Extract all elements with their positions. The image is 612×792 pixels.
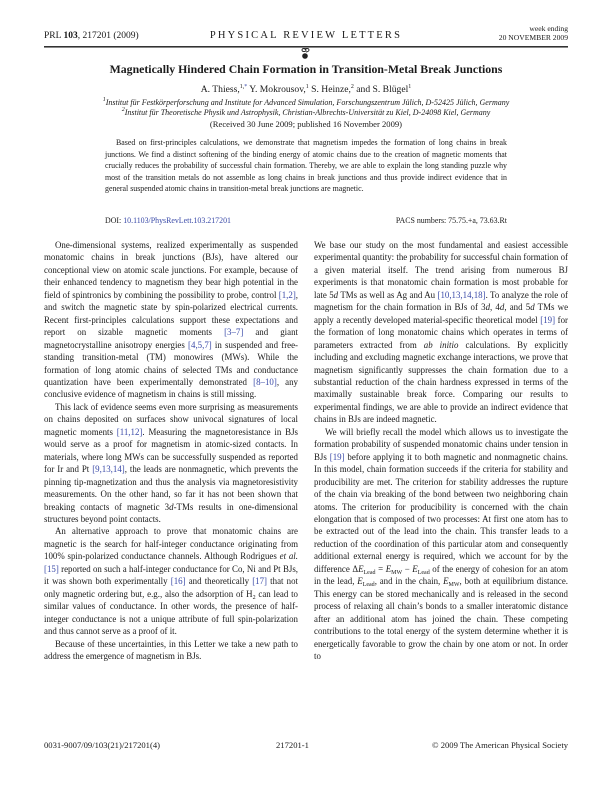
paragraph: Because of these uncertainties, in this Letter we take a new path to address the emergence of magnetism in BJs.: [44, 638, 298, 661]
paragraph: This lack of evidence seems even more surprising as measurements on chains deposited on surfaces show univocal signatures of local magnetic moments [11,12]. Measuring the magnetoresistance in BJs would serve as a proof for magnetism in atomic-sized contacts. In materials, where long MWs can be successfully suspended as reported for Ir and Pt [9,13,14], the leads are nonmagnetic, which prevents the pinning tip-magnetization and thus the analysis via magnetoresistivity measurements. On the other hand, so far it has not been shown that breaking contacts of magnetic 3d-TMs results in one-dimensional structures beyond point contacts.: [44, 401, 298, 524]
citation-link[interactable]: [1,2]: [278, 289, 296, 300]
paragraph: One-dimensional systems, realized experimentally as suspended monatomic chains in break junctions (BJs), have altered our conceptional view on atomic scale junctions. For example, because of their enhanced tendency to magnetism they bear high potential in the field of spintronics by combining the possibility to probe, control [1,2], and switch the magnetic state by spin-polarized electrical currents. Recent first-principles calculations support these expectations and report on sizable magnetic moments [3–7] and giant magnetocrystalline anisotropy energies [4,5,7] in suspended and free-standing transition-metal (TM) monowires (MWs). While the formation of long atomic chains of selected TMs and conductance quantization have been experimentally demonstrated [8–10], any conclusive evidence of magnetism in chains is still missing.: [44, 240, 299, 400]
aps-logo-icon: [297, 47, 313, 61]
author-list: A. Thiess,$^{1,*}$ Y. Mokrousov,$^1$ S. Heinze,$^2$ and S. Blügel$^1$: [200, 84, 412, 95]
affiliation-2: $^2$Institut für Theoretische Physik und Astrophysik, Christian-Albrechts-Universität zu Kiel, D-24098 Kiel, Germany: [121, 107, 491, 117]
citation-link[interactable]: [8–10]: [253, 376, 277, 387]
right-column: [314, 239, 568, 662]
citation-link[interactable]: [9,13,14]: [92, 464, 125, 475]
pacs-numbers: PACS numbers: 75.75.+a, 73.63.Rt: [395, 216, 507, 225]
journal-reference: PRL 103, 217201 (2009): [44, 31, 139, 41]
citation-link[interactable]: [3–7]: [224, 327, 244, 338]
citation-link[interactable]: [15]: [44, 563, 59, 574]
paragraph: An alternative approach to prove that monatomic chains are magnetic is the search for half-integer conductance originating from 100% spin-polarized conductance channels. Although Rodrigues et al. [15] reported on such a half-integer conductance for Co, Ni and Pt BJs, it was shown both experimentally [16] and theoretically [17] that not only magnetic ordering but, e.g., also the adsorption of $H_2$ can lead to similar values of conductance. In other words, the presence of half-integer conductance is not a unique attribute of full spin-polarization and thus cannot serve as a proof of it.: [44, 526, 298, 637]
citation-link[interactable]: [11,12]: [116, 426, 143, 437]
citation-link[interactable]: [17]: [252, 576, 268, 587]
paragraph: We will briefly recall the model which allows us to investigate the formation probability of suspended monatomic chains under tension in BJs [19] before applying it to both magnetic and nonmagnetic chains. In this model, chain formation succeeds if the criteria for stability and producibility are met. The criterion for stability addresses the rupture of the chain via breaking of the bond between two neighboring chain atoms. The criterion for producibility is concerned with the chain elongation that is composed of two processes: At first one atom has to be extracted out of the lead into the chain. This transfer leads to a reduction of the coordination of this particular atom and consequently additional external energy is required, which we account for by the difference $\Delta E_{Lead} = E_{MW} - E_{Lead}$ of the energy of cohesion for an atom in the lead, $E_{Lead}$, and in the chain, $E_{MW}$, both at equilibrium distance. This energy can be stored mechanically and is released in the second process of relaxing all chain’s bonds to a smaller interatomic distance after an additional atom has joined the chain. These competing contributions to the total energy of the system determine whether it is energetically favorable to grow the chain by one atom or not. In order to: [314, 426, 568, 661]
footer-issn-code: 0031-9007/09/103(21)/217201(4): [44, 740, 161, 750]
issue-date: week ending 20 NOVEMBER 2009: [498, 24, 568, 42]
abstract: Based on first-principles calculations, we demonstrate that magnetism impedes the formation of long chains in break junctions. We find a distinct softening of the binding energy of atomic chains due to the creation of magnetic moments that crucially reduces the probability of successful chain formation. Thereby, we are able to explain the long standing puzzle why most of the transition metals do not assemble as long chains in break junctions and thus provide indirect evidence that in general suspended atomic chains in transition-metal break junctions are magnetic.: [105, 138, 507, 194]
footer-copyright: © 2009 The American Physical Society: [432, 740, 568, 750]
journal-name: PHYSICAL REVIEW LETTERS: [209, 30, 403, 41]
footer-page-number: 217201-1: [276, 740, 309, 750]
running-header: [44, 25, 568, 45]
paper-title: Magnetically Hindered Chain Formation in Transition-Metal Break Junctions: [109, 62, 503, 76]
doi: DOI: 10.1103/PhysRevLett.103.217201: [105, 216, 231, 225]
citation-link[interactable]: [16]: [170, 576, 186, 587]
affiliation-1: $^1$Institut für Festkörperforschung and Institute for Advanced Simulation, Forschungszentrum Jülich, D-52425 Jülich, Germany: [102, 97, 510, 107]
citation-link[interactable]: [4,5,7]: [188, 339, 212, 350]
received-dates: (Received 30 June 2009; published 16 November 2009): [209, 119, 403, 129]
left-column: [44, 239, 298, 662]
doi-link[interactable]: 10.1103/PhysRevLett.103.217201: [123, 216, 231, 225]
paragraph: We base our study on the most fundamental and easiest accessible experimental quantity: the probability for successful chain formation of a given material itself. The trend arising from numerous BJ experiments is that monatomic chain formation is most probable for late 5d TMs as well as Ag and Au [10,13,14,18]. To analyze the role of magnetism for the chain formation in BJs of 3d, 4d, and 5d TMs we apply a recently developed material-specific theoretical model [19] for the formation of long monatomic chains which operates in terms of parameters extracted from ab initio calculations. By explicitly including and excluding magnetic exchange interactions, we prove that magnetism significantly suppresses the chain formation due to a substantial reduction of the chain hardness expressed in terms of the maximally sustainable break force. Comparing our results to experimental findings, we are able to provide an indirect evidence that chains in BJs are indeed magnetic.: [314, 240, 569, 425]
citation-link[interactable]: [19]: [540, 314, 556, 325]
corresponding-author-link[interactable]: *: [244, 84, 248, 90]
citation-link[interactable]: [10,13,14,18]: [437, 289, 486, 300]
citation-link[interactable]: [19]: [329, 451, 345, 462]
